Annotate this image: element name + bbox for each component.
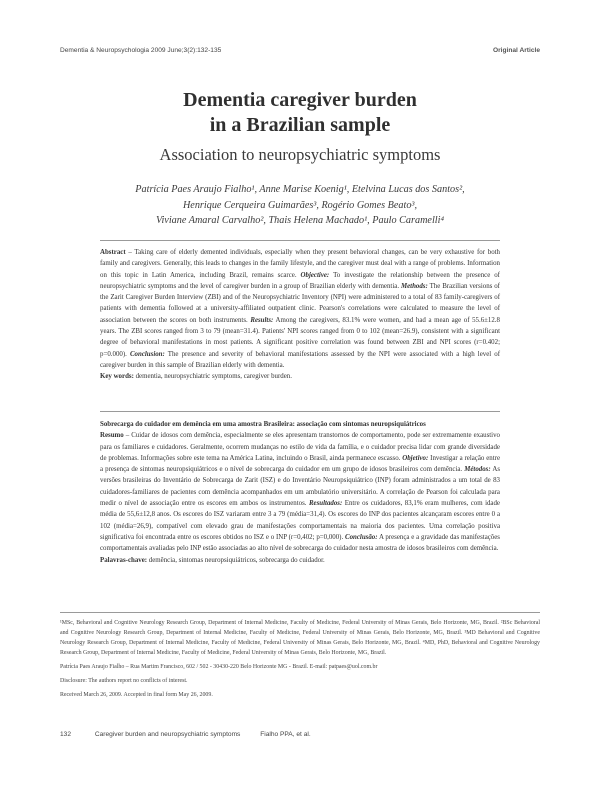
abstract-english <box>100 247 500 383</box>
abstract-heading: Abstract <box>100 249 126 256</box>
footnotes <box>60 618 540 704</box>
resumo-heading: Resumo <box>100 432 124 440</box>
abstract-intro: – Taking care of elderly demented individuals, especially when they present behavioral changes, can be very exhaustive for both family and caregivers. Generally, this leads to changes in the family lifestyle, and the caregiver must deal with a range of problems. Information on this topic in Latin America, including Brazil, remains scarce. <box>100 249 500 279</box>
resultados-text: Entre os cuidadores, 83,1% eram mulheres, com idade média de 55,6±12,8 anos. Os escores do ISZ variaram entre 3 a 79 (média=31,4). Os escores do INP dos pacientes alcançaram escores entre 0 a 102 (média=26,9), compatível com elevado grau de manifestações comportamentais na maioria dos pacientes. Uma correlação positiva significativa foi encontrada entre os escores obtidos no ISZ e o INP (r=0,402; p=0,000). <box>100 500 500 541</box>
journal-citation: Dementia & Neuropsychologia 2009 June;3(2):132-135 <box>60 47 222 54</box>
divider-middle <box>100 411 500 412</box>
abstract-portuguese <box>100 419 500 566</box>
objective-text: To investigate the relationship between the presence of neuropsychiatric symptoms and the level of caregiver burden in a group of Brazilian elderly with dementia. <box>100 271 500 290</box>
author-line-1: Patrícia Paes Araujo Fialho¹, Anne Marise Koenig¹, Etelvina Lucas dos Santos², <box>135 184 465 195</box>
keywords-text: dementia, neuropsychiatric symptoms, caregiver burden. <box>133 373 292 381</box>
footer-title: Caregiver burden and neuropsychiatric symptoms <box>94 731 241 738</box>
author-line-2: Henrique Cerqueira Guimarães³, Rogério Gomes Beato³, <box>182 199 418 211</box>
conclusion-text: The presence and severity of behavioral manifestations assessed by the NPI were associated with a high level of caregiver burden in this sample of Brazilian elderly with dementia. <box>100 350 501 369</box>
page-footer <box>60 731 311 738</box>
received-dates: Received March 26, 2009. Accepted in final form May 26, 2009. <box>60 692 213 698</box>
divider-footnotes <box>60 612 540 613</box>
palavras-chave-text: demência, sintomas neuropsiquiátricos, sobrecarga do cuidador. <box>147 556 325 564</box>
metodos-text: As versões brasileiras do Inventário de Sobrecarga de Zarit (ISZ) e do Inventário Neuropsiquiátrico (INP) foram administrados a um total de 83 cuidadores-familiares de pacientes com demência acompanhados em um ambulatório universitário. A correlação de Pearson foi calculada para medir o nível de associação entre os escores em ambos os instrumentos. <box>100 466 501 508</box>
methods-text: The Brazilian versions of the Zarit Caregiver Burden Interview (ZBI) and of the Neuropsychiatric Inventory (NPI) were administered to a total of 83 family-caregivers of patients with dementia followed at a university-affiliated outpatient clinic. Pearson's correlations were calculated to measure the level of association between the scores on both instruments. <box>100 282 500 324</box>
article-title <box>0 88 600 138</box>
running-head <box>60 47 540 59</box>
author-list <box>60 182 540 229</box>
affiliations: ¹MSc, Behavioral and Cognitive Neurology Research Group, Department of Internal Medicine, Faculty of Medicine, Federal University of Minas Gerais, Belo Horizonte, MG, Brazil. ²BSc Behavioral and Cognitive Neurology Research Group, Department of Internal Medicine, Faculty of Medicine, Federal University of Minas Gerais, Belo Horizonte, MG, Brazil. ³MD Behavioral and Cognitive Neurology Research Group, Department of Internal Medicine, Faculty of Medicine, Federal University of Minas Gerais, Belo Horizonte, MG, Brazil. ⁴MD, PhD, Behavioral and Cognitive Neurology Research Group, Department of Internal Medicine, Faculty of Medicine, Federal University of Minas Gerais, Belo Horizonte, MG, Brazil. <box>60 620 540 656</box>
article-subtitle: Association to neuropsychiatric symptoms <box>159 145 441 164</box>
metodos-label: Métodos: <box>464 466 491 474</box>
objetivo-label: Objetivo: <box>402 454 429 462</box>
conclusao-label: Conclusão: <box>345 533 378 541</box>
article-type: Original Article <box>492 47 540 54</box>
resultados-label: Resultados: <box>308 500 343 508</box>
author-line-3: Viviane Amaral Carvalho², Thais Helena Machado¹, Paulo Caramelli⁴ <box>156 215 444 226</box>
objetivo-text: Investigar a relação entre a presença de sintomas neuropsiquiátricos e o nível de sobrecarga do cuidador em um grupo de idosos brasileiros com demência. <box>100 454 501 474</box>
page-number: 132 <box>60 731 72 738</box>
conclusao-text: A presença e a gravidade das manifestações comportamentais avaliadas pelo INP estão associadas ao alto nível de sobrecarga do cuidador nesta amostra de idosos brasileiros com demência. <box>100 533 500 553</box>
resumo-intro: – Cuidar de idosos com demência, especialmente se eles apresentam transtornos de comportamento, pode ser extremamente exaustivo para os familiares e cuidadores. Geralmente, ocorrem mudanças no estilo de vida da família, e o cuidador precisa lidar com grande diversidade de problemas. Informações sobre este tema na América Latina, incluindo o Brasil, ainda permanece escasso. <box>100 432 500 462</box>
results-label: Results: <box>250 316 274 324</box>
correspondence: Patrícia Paes Araujo Fialho – Rua Martim Francisco, 602 / 502 - 30430-220 Belo Horizonte MG - Brazil. E-mail: patpaes@uol.com.br <box>60 664 378 670</box>
conclusion-label: Conclusion: <box>129 350 165 358</box>
footer-authors: Fialho PPA, et al. <box>260 731 311 738</box>
divider-top <box>100 240 500 241</box>
title-line-2: in a Brazilian sample <box>209 114 391 136</box>
pt-title: Sobrecarga do cuidador em demência em uma amostra Brasileira: associação com sintomas neuropsiquiátricos <box>100 421 426 428</box>
keywords-label: Key words: <box>100 373 134 381</box>
methods-label: Methods: <box>400 282 428 290</box>
results-text: Among the caregivers, 83.1% were women, and had a mean age of 55.6±12.8 years. The ZBI scores ranged from 3 to 79 (mean=31.4). Patients' NPI scores ranged from 0 to 102 (mean=26.9), consistent with a significant degree of behavioral manifestations in most patients. A significant positive correlation was found between ZBI and NPI scores (r=0.402; p=0.000). <box>100 316 500 358</box>
title-line-1: Dementia caregiver burden <box>183 89 417 111</box>
objective-label: Objective: <box>300 271 330 279</box>
disclosure: Disclosure: The authors report no conflicts of interest. <box>60 678 188 684</box>
palavras-chave-label: Palavras-chave: <box>100 556 148 564</box>
